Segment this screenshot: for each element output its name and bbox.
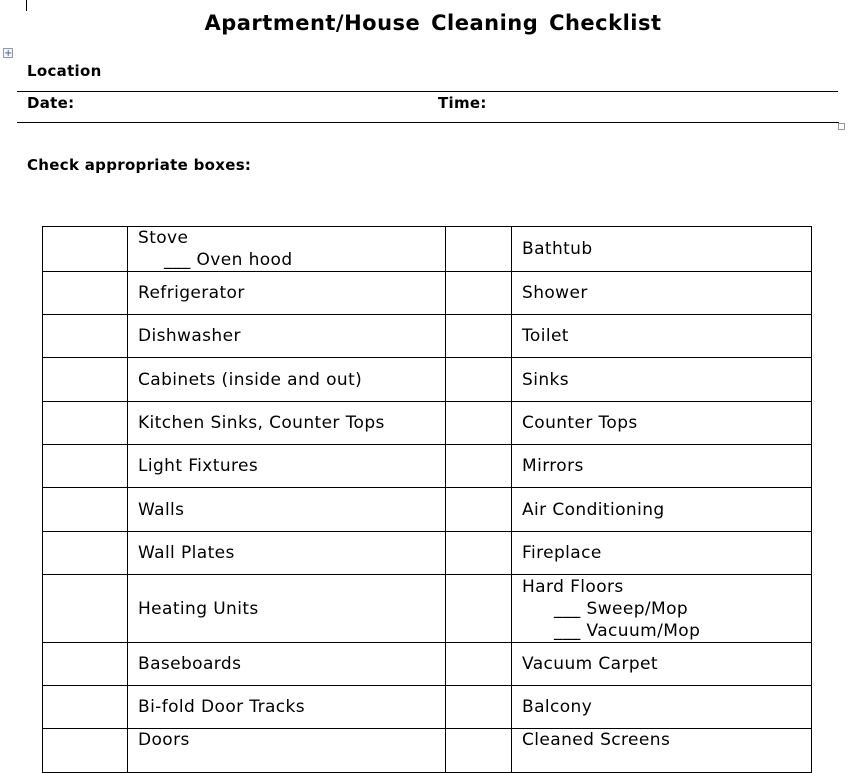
checklist-item-right	[512, 402, 812, 445]
checklist-item-left	[128, 575, 446, 643]
checkbox-cell-left[interactable]	[43, 686, 128, 729]
checklist-item-right	[512, 315, 812, 358]
item-label: Wall Plates	[138, 543, 235, 563]
checklist-item-left	[128, 227, 446, 272]
sub-item-label: ___ Sweep/Mop	[554, 598, 689, 619]
table-resize-handle[interactable]	[838, 123, 845, 130]
checklist-item-left	[128, 315, 446, 358]
checkbox-cell-left[interactable]	[43, 272, 128, 315]
checkbox-cell-right[interactable]	[446, 686, 512, 729]
checkbox-cell-right[interactable]	[446, 445, 512, 488]
checklist-item-left	[128, 686, 446, 729]
checkbox-cell-right[interactable]	[446, 402, 512, 445]
checkbox-cell-left[interactable]	[43, 729, 128, 773]
checklist-row	[43, 272, 812, 315]
item-label: Baseboards	[138, 654, 242, 674]
checkbox-cell-right[interactable]	[446, 315, 512, 358]
text-cursor	[26, 0, 27, 11]
document-title: Apartment/House Cleaning Checklist	[204, 11, 662, 35]
checklist-row	[43, 488, 812, 532]
checklist-item-left	[128, 358, 446, 402]
checklist-row	[43, 686, 812, 729]
item-label: Hard Floors	[522, 576, 624, 597]
instruction-text: Check appropriate boxes:	[27, 156, 252, 174]
checklist-table	[42, 226, 812, 773]
checklist-row	[43, 445, 812, 488]
checklist-item-left	[128, 272, 446, 315]
time-label: Time:	[438, 94, 487, 112]
checklist-item-right	[512, 272, 812, 315]
item-label: Bi-fold Door Tracks	[138, 697, 306, 717]
checklist-item-right	[512, 643, 812, 686]
checklist-row	[43, 532, 812, 575]
item-label: Vacuum Carpet	[522, 654, 658, 674]
item-label: Dishwasher	[138, 326, 241, 346]
checkbox-cell-left[interactable]	[43, 358, 128, 402]
item-label: Walls	[138, 499, 185, 520]
checklist-item-right	[512, 488, 812, 532]
checkbox-cell-right[interactable]	[446, 575, 512, 643]
item-label: Cleaned Screens	[522, 730, 671, 750]
item-label: Bathtub	[522, 239, 593, 259]
item-label: Fireplace	[522, 543, 602, 563]
item-label: Sinks	[522, 369, 569, 390]
item-label: Doors	[138, 730, 190, 750]
item-label: Kitchen Sinks, Counter Tops	[138, 413, 385, 433]
checklist-item-right	[512, 729, 812, 773]
item-label: Air Conditioning	[522, 499, 665, 520]
item-label: Cabinets (inside and out)	[138, 369, 363, 390]
date-label: Date:	[27, 94, 75, 112]
item-label: Stove	[138, 228, 189, 248]
checklist-item-left	[128, 729, 446, 773]
checklist-row	[43, 358, 812, 402]
checkbox-cell-right[interactable]	[446, 488, 512, 532]
checkbox-cell-right[interactable]	[446, 643, 512, 686]
checklist-item-right	[512, 575, 812, 643]
checkbox-cell-right[interactable]	[446, 358, 512, 402]
checkbox-cell-left[interactable]	[43, 227, 128, 272]
checkbox-cell-right[interactable]	[446, 729, 512, 773]
checklist-item-left	[128, 402, 446, 445]
checkbox-cell-right[interactable]	[446, 227, 512, 272]
checkbox-cell-left[interactable]	[43, 575, 128, 643]
checklist-item-right	[512, 227, 812, 272]
item-label: Light Fixtures	[138, 456, 259, 476]
checklist-item-left	[128, 643, 446, 686]
table-move-handle-icon[interactable]: +	[4, 48, 13, 59]
checkbox-cell-right[interactable]	[446, 272, 512, 315]
checkbox-cell-right[interactable]	[446, 532, 512, 575]
item-label: Toilet	[522, 326, 569, 346]
item-label: Counter Tops	[522, 413, 638, 433]
checklist-item-right	[512, 445, 812, 488]
checkbox-cell-left[interactable]	[43, 445, 128, 488]
checklist-item-right	[512, 358, 812, 402]
checklist-row	[43, 315, 812, 358]
checkbox-cell-left[interactable]	[43, 402, 128, 445]
checklist-item-left	[128, 532, 446, 575]
checklist-row	[43, 729, 812, 773]
checklist-body	[43, 227, 812, 773]
item-label: Heating Units	[138, 598, 259, 619]
checklist-row	[43, 643, 812, 686]
location-divider	[17, 91, 838, 92]
item-label: Balcony	[522, 697, 593, 717]
checkbox-cell-left[interactable]	[43, 315, 128, 358]
sub-item-label: ___ Vacuum/Mop	[554, 620, 701, 641]
item-label: Refrigerator	[138, 283, 245, 303]
checkbox-cell-left[interactable]	[43, 532, 128, 575]
sub-item-label: ___ Oven hood	[164, 250, 293, 270]
checklist-item-right	[512, 686, 812, 729]
checklist-item-left	[128, 445, 446, 488]
checkbox-cell-left[interactable]	[43, 488, 128, 532]
location-label: Location	[27, 62, 102, 80]
item-label: Mirrors	[522, 456, 584, 476]
item-label: Shower	[522, 283, 588, 303]
checklist-row	[43, 575, 812, 643]
checklist-item-right	[512, 532, 812, 575]
checklist-row	[43, 402, 812, 445]
checklist-row	[43, 227, 812, 272]
date-time-divider	[17, 122, 839, 123]
checklist-item-left	[128, 488, 446, 532]
checkbox-cell-left[interactable]	[43, 643, 128, 686]
